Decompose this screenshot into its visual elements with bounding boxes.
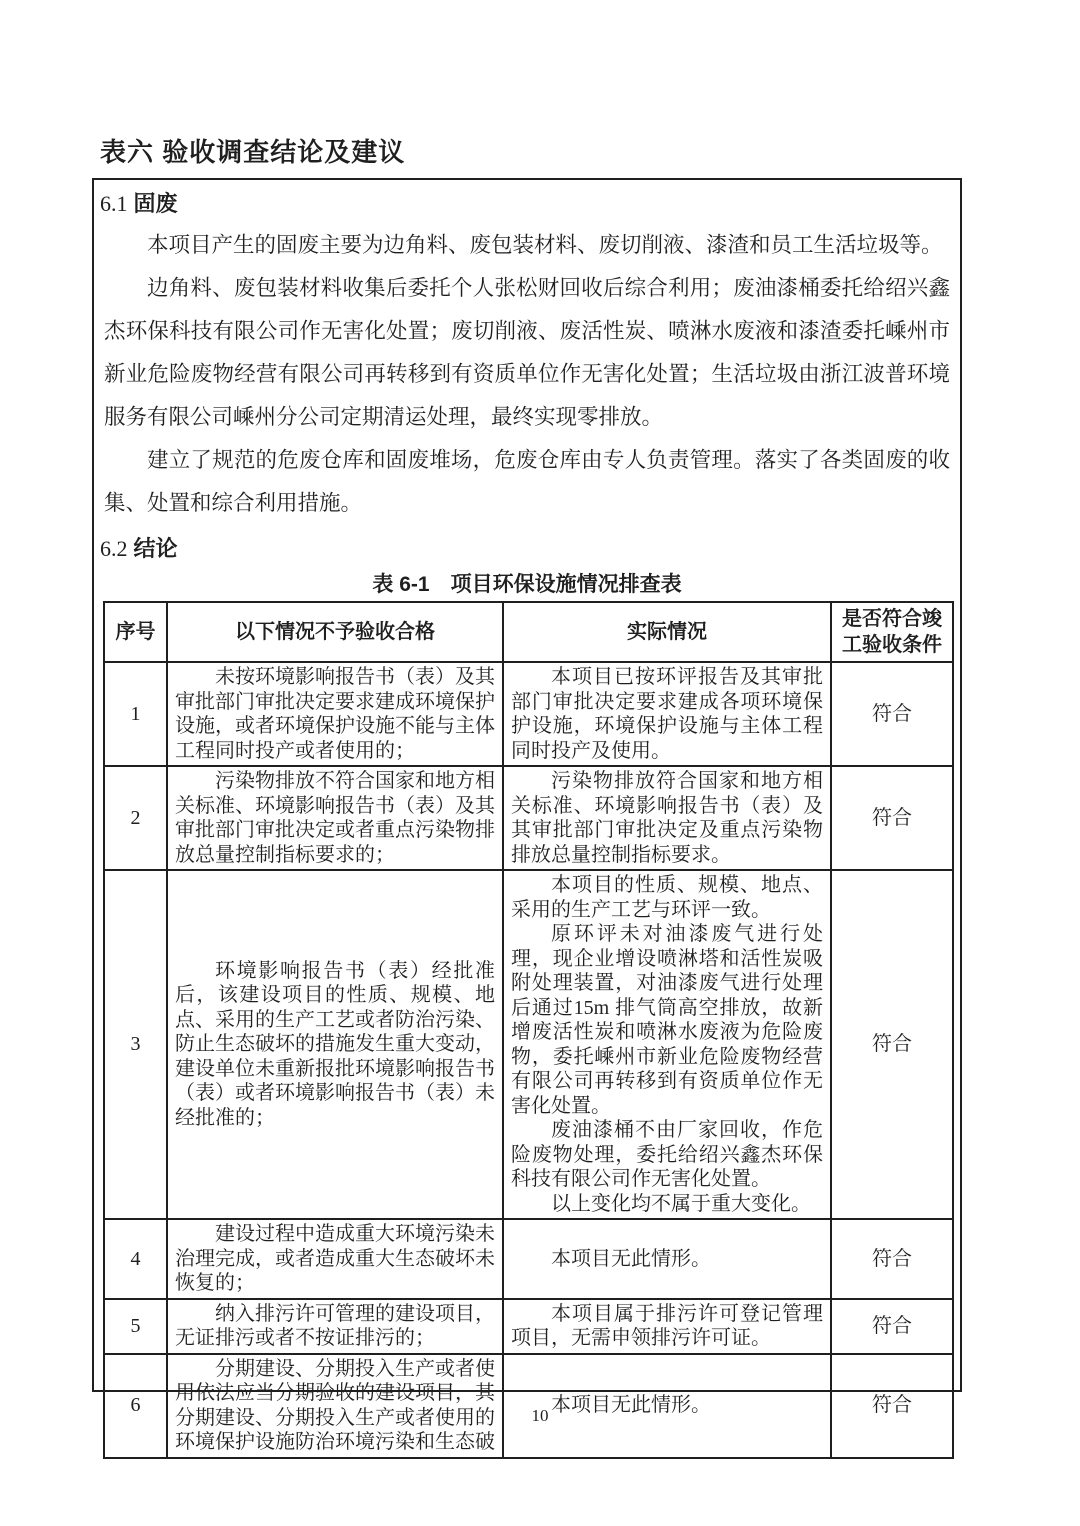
- row-number: 4: [104, 1219, 167, 1299]
- row-number: 3: [104, 870, 167, 1219]
- column-header-actual: 实际情况: [503, 602, 831, 662]
- table-row: [104, 662, 953, 766]
- section-heading-6-2: [100, 531, 960, 567]
- column-header-verdict: 是否符合竣工验收条件: [831, 602, 953, 662]
- condition-text: 环境影响报告书（表）经批准后，该建设项目的性质、规模、地点、采用的生产工艺或者防治污染、防止生态破坏的措施发生重大变动，建设单位未重新报批环境影响报告书（表）或者环境影响报告书（表）未经批准的；: [175, 959, 495, 1129]
- column-header-no: 序号: [104, 602, 167, 662]
- section-number: 6.2: [100, 536, 128, 561]
- table-row: [104, 870, 953, 1219]
- table-row: [104, 766, 953, 870]
- condition-text: 污染物排放不符合国家和地方相关标准、环境影响报告书（表）及其审批部门审批决定或者重点污染物排放总量控制指标要求的；: [175, 770, 495, 866]
- table-header-row: [104, 602, 953, 662]
- actual-text: 本项目属于排污许可登记管理项目，无需申领排污许可证。: [511, 1302, 823, 1349]
- actual-text: 原环评未对油漆废气进行处理，现企业增设喷淋塔和活性炭吸附处理装置，对油漆废气进行处理后通过15m 排气筒高空排放，故新增废活性炭和喷淋水废液为危险废物，委托嵊州市新业危险废物经营有限公司再转移到有资质单位作无害化处置。: [511, 923, 823, 1117]
- section-heading-6-1: [100, 186, 960, 222]
- row-number: 6: [104, 1354, 167, 1458]
- actual-cell: [503, 1219, 831, 1299]
- row-number: 1: [104, 662, 167, 766]
- section-label: 固废: [133, 191, 178, 216]
- page-number: 10: [531, 1406, 549, 1425]
- verdict-cell: 符合: [831, 870, 953, 1219]
- condition-cell: [167, 766, 503, 870]
- table-row: [104, 1219, 953, 1299]
- verdict-cell: 符合: [831, 766, 953, 870]
- actual-text: 以上变化均不属于重大变化。: [551, 1192, 811, 1215]
- condition-text: 未按环境影响报告书（表）及其审批部门审批决定要求建成环境保护设施，或者环境保护设施不能与主体工程同时投产或者使用的；: [175, 666, 495, 762]
- row-number: 5: [104, 1299, 167, 1354]
- condition-cell: [167, 870, 503, 1219]
- verdict-cell: 符合: [831, 1219, 953, 1299]
- condition-cell: [167, 1219, 503, 1299]
- condition-cell: [167, 1299, 503, 1354]
- verdict-cell: 符合: [831, 662, 953, 766]
- actual-text: 本项目已按环评报告及其审批部门审批决定要求建成各项环境保护设施，环境保护设施与主体工程同时投产及使用。: [511, 666, 823, 762]
- inspection-table: [103, 601, 954, 1459]
- section-number: 6.1: [100, 191, 128, 216]
- paragraph-solid-waste-overview: 本项目产生的固废主要为边角料、废包装材料、废切削液、漆渣和员工生活垃圾等。: [147, 233, 943, 257]
- verdict-cell: 符合: [831, 1354, 953, 1458]
- section-label: 结论: [133, 536, 178, 561]
- condition-text: 纳入排污许可管理的建设项目，无证排污或者不按证排污的；: [175, 1302, 495, 1349]
- actual-text: 污染物排放符合国家和地方相关标准、环境影响报告书（表）及其审批部门审批决定及重点污染物排放总量控制指标要求。: [511, 770, 823, 866]
- paragraph-warehouse-management: 建立了规范的危废仓库和固废堆场，危废仓库由专人负责管理。落实了各类固废的收集、处置和综合利用措施。: [104, 448, 950, 515]
- verdict-cell: 符合: [831, 1299, 953, 1354]
- column-header-condition: 以下情况不予验收合格: [167, 602, 503, 662]
- condition-text: 建设过程中造成重大环境污染未治理完成，或者造成重大生态破坏未恢复的；: [175, 1223, 495, 1294]
- condition-text: 分期建设、分期投入生产或者使用依法应当分期验收的建设项目，其分期建设、分期投入生产或者使用的环境保护设施防治环境污染和生态破: [175, 1357, 495, 1453]
- actual-cell: [503, 662, 831, 766]
- table-caption: 表 6-1 项目环保设施情况排查表: [372, 573, 682, 596]
- actual-text: 本项目无此情形。: [551, 1394, 711, 1417]
- condition-cell: [167, 662, 503, 766]
- actual-text: 本项目的性质、规模、地点、采用的生产工艺与环评一致。: [511, 874, 823, 921]
- actual-text: 本项目无此情形。: [551, 1247, 711, 1270]
- table-row: [104, 1299, 953, 1354]
- paragraph-disposal-methods: 边角料、废包装材料收集后委托个人张松财回收后综合利用；废油漆桶委托给绍兴鑫杰环保科技有限公司作无害化处置；废切削液、废活性炭、喷淋水废液和漆渣委托嵊州市新业危险废物经营有限公司再转移到有资质单位作无害化处置；生活垃圾由浙江波普环境服务有限公司嵊州分公司定期清运处理，最终实现零排放。: [104, 276, 950, 429]
- row-number: 2: [104, 766, 167, 870]
- page-title: 表六 验收调查结论及建议: [100, 137, 406, 167]
- actual-text: 废油漆桶不由厂家回收，作危险废物处理，委托给绍兴鑫杰环保科技有限公司作无害化处置。: [511, 1119, 823, 1190]
- actual-cell: [503, 870, 831, 1219]
- actual-cell: [503, 1299, 831, 1354]
- actual-cell: [503, 766, 831, 870]
